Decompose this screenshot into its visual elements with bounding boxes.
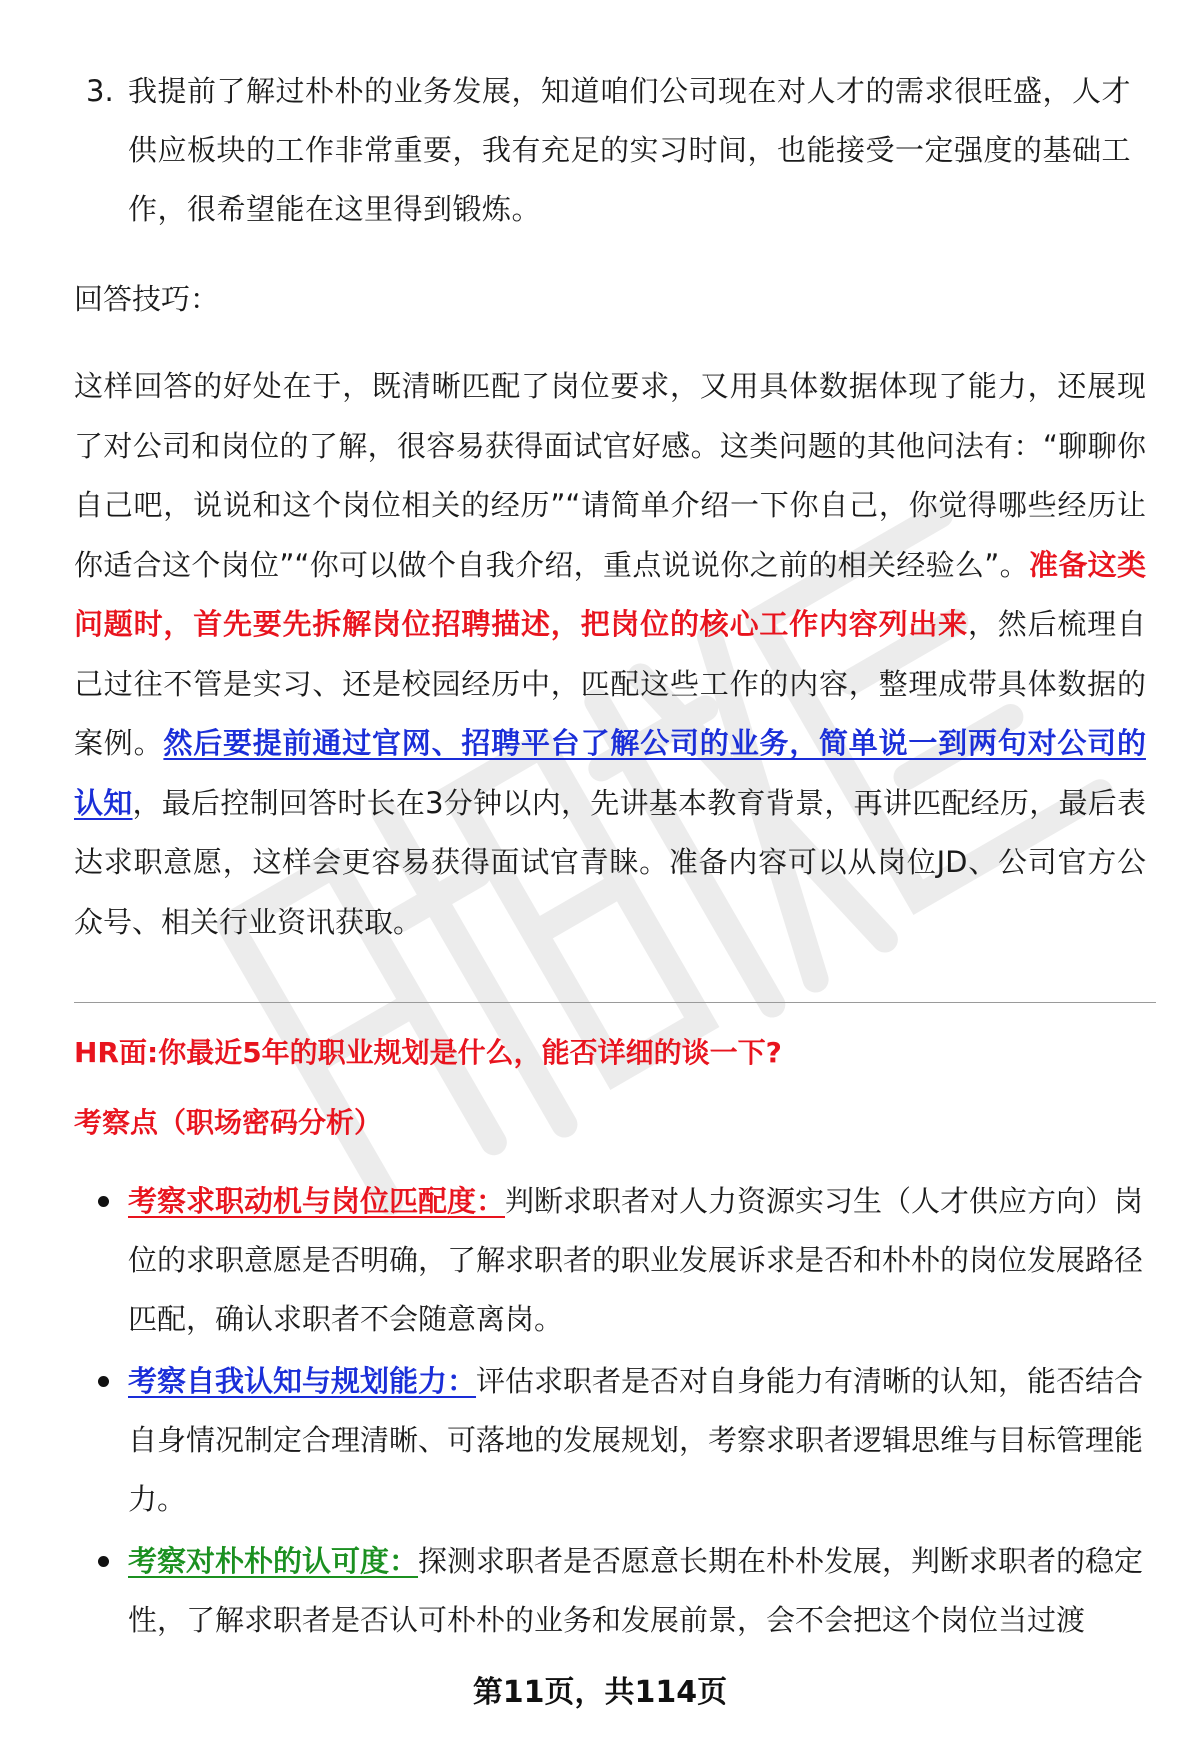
exam-point-item bbox=[74, 1172, 1146, 1349]
exam-points-list bbox=[74, 1172, 1146, 1653]
tips-text-part3: ，最后控制回答时长在3分钟以内，先讲基本教育背景，再讲匹配经历，最后表达求职意愿，这样会更容易获得面试官青睐。准备内容可以从岗位JD、公司官方公众号、相关行业资讯获取。 bbox=[74, 785, 1146, 939]
exam-point-item bbox=[74, 1352, 1146, 1529]
exam-point-text: 评估求职者是否对自身能力有清晰的认知，能否结合自身情况制定合理清晰、可落地的发展规划，考察求职者逻辑思维与目标管理能力。 bbox=[128, 1364, 1144, 1516]
bullet-dot-icon bbox=[98, 1556, 109, 1567]
exam-point-text: 探测求职者是否愿意长期在朴朴发展，判断求职者的稳定性，了解求职者是否认可朴朴的业务和发展前景，会不会把这个岗位当过渡 bbox=[128, 1544, 1144, 1637]
list-item-3 bbox=[74, 62, 1144, 239]
tips-text-part1: 这样回答的好处在于，既清晰匹配了岗位要求，又用具体数据体现了能力，还展现了对公司和岗位的了解，很容易获得面试官好感。这类问题的其他问法有：“聊聊你自己吧，说说和这个岗位相关的经历”“请简单介绍一下你自己，你觉得哪些经历让你适合这个岗位”“你可以做个自我介绍，重点说说你之前的相关经验么”。 bbox=[74, 369, 1146, 582]
tips-highlight-red: 准备这类问题时，首先要先拆解岗位招聘描述，把岗位的核心工作内容列出来 bbox=[74, 547, 1146, 641]
exam-point-label: 考察求职动机与岗位匹配度： bbox=[128, 1184, 506, 1218]
exam-point-item bbox=[74, 1532, 1146, 1650]
page-number-footer: 第11页，共114页 bbox=[472, 1675, 728, 1710]
list-item-number: 3. bbox=[86, 74, 114, 108]
bullet-dot-icon bbox=[98, 1196, 109, 1207]
exam-point-label: 考察对朴朴的认可度： bbox=[128, 1544, 419, 1578]
exam-point-label: 考察自我认知与规划能力： bbox=[128, 1364, 477, 1398]
hr-question-heading: HR面:你最近5年的职业规划是什么，能否详细的谈一下? bbox=[74, 1036, 782, 1069]
tips-paragraph bbox=[74, 357, 1146, 952]
tips-highlight-blue: 然后要提前通过官网、招聘平台了解公司的业务，简单说一到两句对公司的认知 bbox=[74, 726, 1146, 820]
exam-point-text: 判断求职者对人力资源实习生（人才供应方向）岗位的求职意愿是否明确，了解求职者的职业发展诉求是否和朴朴的岗位发展路径匹配，确认求职者不会随意离岗。 bbox=[128, 1184, 1144, 1336]
list-item-text: 我提前了解过朴朴的业务发展，知道咱们公司现在对人才的需求很旺盛，人才供应板块的工作非常重要，我有充足的实习时间，也能接受一定强度的基础工作，很希望能在这里得到锻炼。 bbox=[128, 74, 1132, 226]
tips-text-part2: ，然后梳理自己过往不管是实习、还是校园经历中，匹配这些工作的内容，整理成带具体数据的案例。 bbox=[74, 607, 1146, 760]
bullet-dot-icon bbox=[98, 1376, 109, 1387]
tips-label: 回答技巧： bbox=[74, 282, 220, 316]
exam-points-title: 考察点（职场密码分析） bbox=[74, 1106, 383, 1139]
section-divider bbox=[74, 1002, 1156, 1003]
